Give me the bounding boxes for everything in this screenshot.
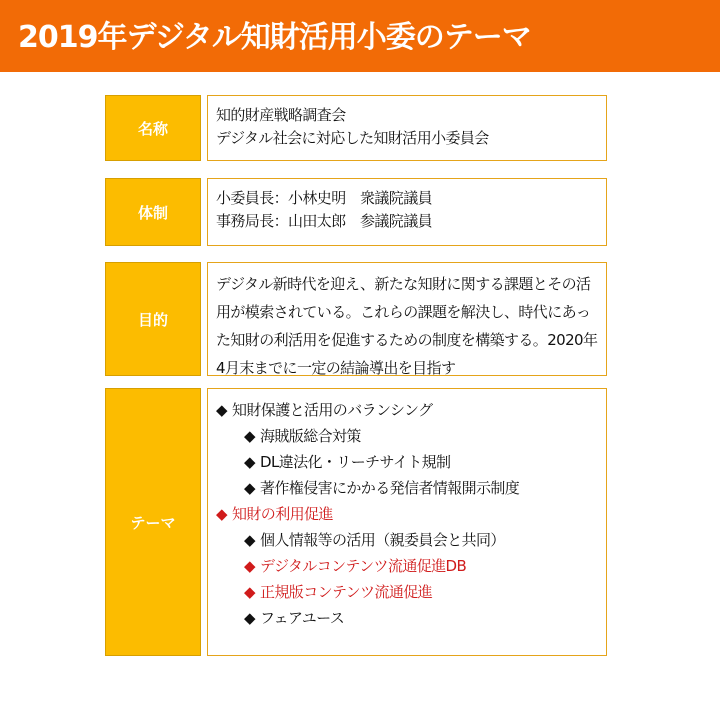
label-purpose: 目的 — [105, 262, 201, 376]
label-theme: テーマ — [105, 388, 201, 656]
theme-list-item — [216, 423, 598, 449]
structure-line-1: 小委員長：小林史明 衆議院議員 — [216, 189, 433, 207]
theme-list-item — [216, 553, 598, 579]
bullet-diamond-icon: ◆ — [244, 609, 255, 627]
bullet-diamond-icon: ◆ — [244, 557, 255, 575]
content-name — [207, 95, 607, 161]
content-theme — [207, 388, 607, 656]
name-line-1: 知的財産戦略調査会 — [216, 106, 346, 124]
theme-list-item — [216, 605, 598, 631]
bullet-diamond-icon: ◆ — [244, 479, 255, 497]
theme-list-item — [216, 449, 598, 475]
theme-item-text: 個人情報等の活用（親委員会と共同） — [260, 531, 505, 549]
theme-item-text: フェアユース — [260, 609, 345, 627]
theme-item-text: デジタルコンテンツ流通促進DB — [260, 557, 467, 575]
label-structure: 体制 — [105, 178, 201, 246]
bullet-diamond-icon: ◆ — [244, 583, 255, 601]
bullet-diamond-icon: ◆ — [244, 453, 255, 471]
theme-list-item — [216, 475, 598, 501]
row-theme — [105, 388, 607, 656]
bullet-diamond-icon: ◆ — [244, 427, 255, 445]
structure-line-2: 事務局長：山田太郎 参議院議員 — [216, 212, 433, 230]
label-name: 名称 — [105, 95, 201, 161]
theme-item-text: 著作権侵害にかかる発信者情報開示制度 — [260, 479, 520, 497]
bullet-diamond-icon: ◆ — [216, 505, 227, 523]
page-title: 2019年デジタル知財活用小委のテーマ — [18, 20, 531, 55]
theme-item-text: 知財保護と活用のバランシング — [232, 401, 433, 419]
theme-list-item — [216, 501, 598, 527]
theme-list-item — [216, 579, 598, 605]
row-name — [105, 95, 607, 161]
content-purpose: デジタル新時代を迎え、新たな知財に関する課題とその活用が模索されている。これらの課題を解決し、時代にあった知財の利活用を促進するための制度を構築する。2020年4月末までに一定の結論導出を目指す — [207, 262, 607, 376]
theme-item-text: DL違法化・リーチサイト規制 — [260, 453, 451, 471]
theme-item-text: 正規版コンテンツ流通促進 — [260, 583, 433, 601]
bullet-diamond-icon: ◆ — [244, 531, 255, 549]
row-structure — [105, 178, 607, 246]
name-line-2: デジタル社会に対応した知財活用小委員会 — [216, 129, 489, 147]
content-structure — [207, 178, 607, 246]
bullet-diamond-icon: ◆ — [216, 401, 227, 419]
row-purpose — [105, 262, 607, 376]
theme-list-item — [216, 527, 598, 553]
theme-item-text: 知財の利用促進 — [232, 505, 333, 523]
theme-list-item — [216, 397, 598, 423]
theme-item-text: 海賊版総合対策 — [260, 427, 361, 445]
title-bar — [0, 0, 720, 72]
